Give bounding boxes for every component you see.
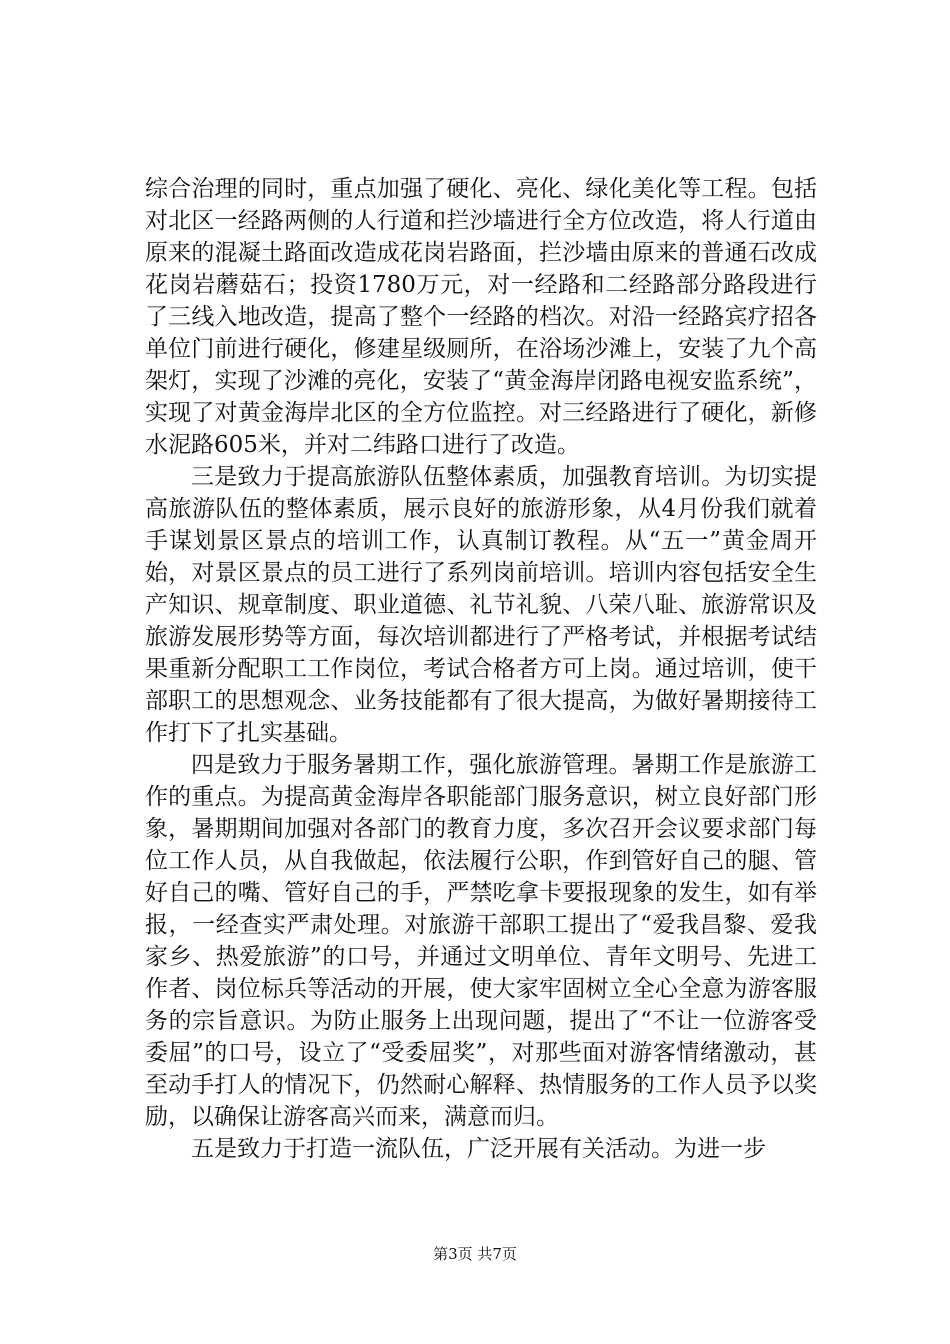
page-number-footer: 第3页 共7页 [433,1245,517,1263]
paragraph-summer-service: 四是致力于服务暑期工作，强化旅游管理。暑期工作是旅游工作的重点。为提高黄金海岸各职能部门服务意识，树立良好部门形象，暑期期间加强对各部门的教育力度，多次召开会议要求部门每位工作人员，从自我做起，依法履行公职，作到管好自己的腿、管好自己的嘴、管好自己的手，严禁吃拿卡要报现象的发生，如有举报，一经查实严肃处理。对旅游干部职工提出了“爱我昌黎、爱我家乡、热爱旅游”的口号，并通过文明单位、青年文明号、先进工作者、岗位标兵等活动的开展，使大家牢固树立全心全意为游客服务的宗旨意识。为防止服务上出现问题，提出了“不让一位游客受委屈”的口号，设立了“受委屈奖”，对那些面对游客情绪激动，甚至动手打人的情况下，仍然耐心解释、热情服务的工作人员予以奖励，以确保让游客高兴而来，满意而归。 [145,752,817,1130]
paragraph-training: 三是致力于提高旅游队伍整体素质，加强教育培训。为切实提高旅游队伍的整体素质，展示良好的旅游形象，从4月份我们就着手谋划景区景点的培训工作，认真制订教程。从“五一”黄金周开始，对景区景点的员工进行了系列岗前培训。培训内容包括安全生产知识、规章制度、职业道德、礼节礼貌、八荣八耻、旅游常识及旅游发展形势等方面，每次培训都进行了严格考试，并根据考试结果重新分配职工工作岗位，考试合格者方可上岗。通过培训，使干部职工的思想观念、业务技能都有了很大提高，为做好暑期接待工作打下了扎实基础。 [145,464,817,746]
document-body [145,173,817,1165]
paragraph-team-building: 五是致力于打造一流队伍，广泛开展有关活动。为进一步 [191,1136,766,1162]
paragraph-continued: 综合治理的同时，重点加强了硬化、亮化、绿化美化等工程。包括对北区一经路两侧的人行道和拦沙墙进行全方位改造，将人行道由原来的混凝土路面改造成花岗岩路面，拦沙墙由原来的普通石改成花岗岩蘑菇石；投资1780万元，对一经路和二经路部分路段进行了三线入地改造，提高了整个一经路的档次。对沿一经路宾疗招各单位门前进行硬化，修建星级厕所，在浴场沙滩上，安装了九个高架灯，实现了沙滩的亮化，安装了“黄金海岸闭路电视安监系统”，实现了对黄金海岸北区的全方位监控。对三经路进行了硬化，新修水泥路605米，并对二纬路口进行了改造。 [145,176,817,458]
